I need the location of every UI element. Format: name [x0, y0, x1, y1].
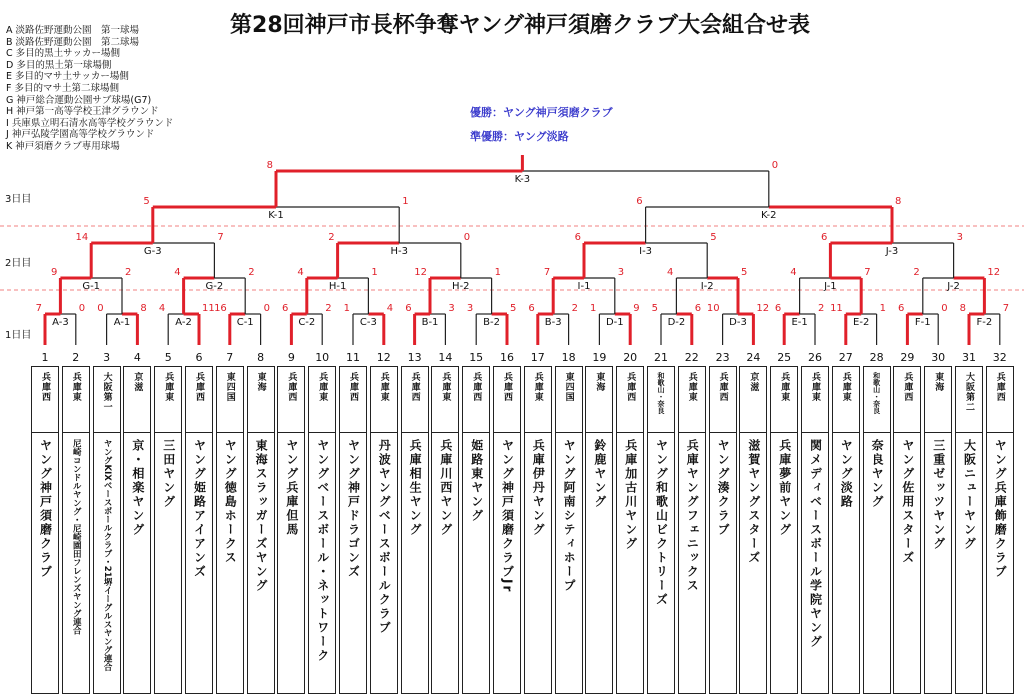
team-cell	[739, 366, 767, 694]
venue-item: H 神戸第一高等学校王津グラウンド	[6, 106, 159, 118]
score-label: 7	[543, 267, 551, 278]
team-cell	[493, 366, 521, 694]
score-label: 14	[75, 232, 89, 243]
team-name: ヤング淡路	[839, 439, 854, 509]
round-label-day2: 2日目	[5, 258, 32, 269]
score-label: 2	[913, 267, 920, 278]
team-prefecture: 和歌山・奈良	[872, 372, 881, 414]
score-label: 2	[125, 267, 132, 278]
team-number: 12	[376, 351, 391, 364]
team-number: 10	[315, 351, 330, 364]
champion-text: 優勝：ヤング神戸須磨クラブ	[470, 106, 613, 119]
score-label: 8	[266, 160, 273, 171]
team-number: 8	[257, 351, 265, 364]
score-label: 4	[386, 303, 394, 314]
team-cell	[339, 366, 367, 694]
score-label: 5	[510, 303, 517, 314]
score-label: 6	[528, 303, 535, 314]
match-label: B-1	[421, 317, 439, 328]
score-label: 8	[959, 303, 966, 314]
team-number: 18	[561, 351, 576, 364]
score-label: 6	[405, 303, 412, 314]
team-name: ヤング神戸ドラゴンズ	[346, 439, 361, 579]
team-prefecture: 東海	[933, 372, 944, 392]
team-name: ヤング湊クラブ	[716, 439, 731, 537]
team-cell	[524, 366, 552, 694]
team-prefecture: 兵庫東	[317, 372, 328, 402]
team-prefecture: 兵庫西	[194, 372, 204, 402]
team-number: 2	[72, 351, 80, 364]
score-label: 5	[651, 303, 658, 314]
match-label: D-1	[605, 317, 624, 328]
score-label: 1	[343, 303, 350, 314]
venue-item: C 多目的黒土サッカー場側	[6, 48, 120, 60]
venue-item: B 淡路佐野運動公園 第二球場	[6, 36, 140, 48]
score-label: 7	[864, 267, 871, 278]
team-prefecture: 兵庫東	[70, 372, 81, 402]
team-prefecture: 兵庫西	[471, 372, 482, 402]
score-label: 2	[328, 232, 335, 243]
team-name: 大阪ニューヤング	[962, 439, 977, 551]
venue-item: G 神戸総合運動公園サブ球場(G7)	[6, 94, 152, 106]
score-label: 0	[463, 232, 471, 243]
team-name: 滋賀ヤングスターズ	[746, 439, 761, 565]
team-number: 6	[195, 351, 203, 364]
team-cell	[616, 366, 644, 694]
team-name: ヤング兵庫飾磨クラブ	[993, 439, 1008, 579]
team-prefecture: 兵庫東	[440, 372, 451, 402]
team-prefecture: 兵庫西	[502, 372, 512, 402]
match-label: J-1	[824, 281, 837, 292]
runner-up-text: 準優勝：ヤング淡路	[470, 130, 569, 143]
team-name: 関メディベースボール学院ヤング	[808, 439, 823, 649]
team-number: 26	[808, 351, 822, 364]
team-number: 9	[287, 351, 295, 364]
team-name: 尼崎コンドルヤング・尼崎園田フレンズヤング連合	[71, 439, 82, 635]
score-label: 7	[35, 303, 42, 314]
score-label: 0	[941, 303, 948, 314]
team-number: 4	[133, 351, 141, 364]
venue-item: I 兵庫県立明石清水高等学校グラウンド	[6, 117, 174, 129]
team-cell	[832, 366, 860, 694]
team-name: 東海スラッガーズヤング	[254, 439, 269, 593]
team-name: ヤング佐用スターズ	[900, 439, 915, 565]
score-label: 0	[263, 303, 270, 314]
score-label: 11	[830, 303, 843, 314]
team-cell	[277, 366, 305, 694]
team-name: ヤング徳島ホークス	[223, 439, 238, 565]
team-number: 32	[992, 351, 1007, 364]
score-label: 9	[51, 267, 58, 278]
team-prefecture: 京滋	[132, 372, 143, 392]
team-cell	[647, 366, 675, 694]
score-label: 12	[756, 303, 770, 314]
round-label-day3: 3日目	[5, 194, 32, 205]
team-number: 29	[900, 351, 915, 364]
match-label: B-3	[544, 317, 562, 328]
team-cell	[431, 366, 459, 694]
score-label: 12	[987, 267, 1001, 278]
team-cell	[770, 366, 798, 694]
team-number: 23	[715, 351, 730, 364]
team-prefecture: 兵庫西	[286, 372, 297, 402]
team-name: 兵庫ヤングフェニックス	[685, 439, 700, 593]
score-label: 3	[466, 303, 474, 314]
team-prefecture: 和歌山・奈良	[657, 372, 665, 414]
score-label: 10	[706, 303, 720, 314]
match-label: C-2	[298, 317, 316, 328]
team-name: 丹波ヤングベースボールクラブ	[377, 439, 392, 635]
team-name: 鈴鹿ヤング	[592, 439, 607, 509]
score-label: 2	[325, 303, 332, 314]
team-prefecture: 京滋	[748, 372, 759, 392]
score-label: 3	[448, 303, 455, 314]
score-label: 6	[821, 232, 828, 243]
score-label: 6	[574, 232, 581, 243]
score-label: 1	[879, 303, 886, 314]
score-label: 12	[414, 267, 427, 278]
score-label: 0	[771, 160, 779, 171]
match-label: B-2	[483, 317, 501, 328]
team-name: ヤング姫路アイアンズ	[192, 439, 207, 579]
team-name: ヤング阿南シティホープ	[562, 439, 577, 593]
score-label: 11	[202, 303, 215, 314]
team-prefecture: 兵庫西	[409, 372, 420, 402]
score-label: 0	[78, 303, 86, 314]
venue-item: E 多目的マサ土サッカー場側	[6, 71, 129, 83]
match-label: K-3	[514, 174, 531, 185]
team-number: 25	[777, 351, 792, 364]
score-label: 5	[741, 267, 748, 278]
team-name: 兵庫川西ヤング	[438, 439, 453, 537]
score-label: 6	[636, 196, 643, 207]
team-name: ヤングベースボール・ネットワーク	[315, 439, 330, 663]
team-prefecture: 兵庫西	[348, 372, 358, 402]
score-label: 5	[710, 232, 717, 243]
team-cell	[863, 366, 891, 694]
team-number: 24	[746, 351, 761, 364]
team-prefecture: 兵庫東	[840, 372, 851, 402]
team-cell	[93, 366, 121, 694]
match-label: G-1	[82, 281, 101, 292]
team-prefecture: 兵庫西	[625, 372, 636, 402]
match-label: J-2	[947, 281, 960, 292]
match-label: E-2	[853, 317, 870, 328]
team-name: ヤングKIXベースボールクラブ・21堺イーグルスヤング連合	[102, 439, 113, 672]
venue-item: J 神戸弘陵学園高等学校グラウンド	[6, 129, 155, 141]
team-cell	[893, 366, 921, 694]
match-label: H-3	[390, 246, 408, 257]
team-cell	[955, 366, 983, 694]
venue-item: D 多目的黒土第一球場側	[6, 59, 112, 71]
match-label: K-1	[268, 210, 284, 221]
score-label: 9	[633, 303, 640, 314]
team-cell	[401, 366, 429, 694]
match-label: F-2	[976, 317, 993, 328]
team-name: 兵庫伊丹ヤング	[531, 439, 546, 537]
match-label: I-3	[639, 246, 653, 257]
team-number: 16	[500, 351, 514, 364]
team-number: 21	[654, 351, 668, 364]
score-label: 4	[158, 303, 166, 314]
team-name: ヤング神戸須磨クラブ	[38, 439, 53, 579]
team-name: 姫路東ヤング	[469, 439, 484, 523]
match-label: E-1	[791, 317, 808, 328]
match-label: A-2	[175, 317, 192, 328]
score-label: 6	[774, 303, 782, 314]
team-cell	[154, 366, 182, 694]
score-label: 0	[97, 303, 104, 314]
match-label: G-2	[205, 281, 224, 292]
team-cell	[801, 366, 829, 694]
team-number: 7	[226, 351, 234, 364]
team-number: 3	[103, 351, 111, 364]
team-name: 奈良ヤング	[870, 439, 885, 509]
team-prefecture: 兵庫東	[163, 372, 174, 402]
match-label: H-1	[328, 281, 347, 292]
team-name: ヤング兵庫但馬	[284, 439, 299, 537]
match-label: G-3	[143, 246, 162, 257]
team-number: 20	[623, 351, 638, 364]
page-title: 第28回神戸市長杯争奪ヤング神戸須磨クラブ大会組合せ表	[230, 13, 810, 38]
team-cell	[216, 366, 244, 694]
venue-item: A 淡路佐野運動公園 第一球場	[6, 25, 140, 36]
team-name: 兵庫夢前ヤング	[777, 439, 792, 537]
team-number: 11	[346, 351, 360, 364]
team-prefecture: 東海	[594, 372, 605, 392]
match-label: K-2	[761, 210, 777, 221]
venue-item: K 神戸須磨クラブ専用球場	[6, 140, 120, 152]
score-label: 2	[248, 267, 255, 278]
team-number: 15	[469, 351, 484, 364]
team-cell	[585, 366, 613, 694]
team-number: 5	[164, 351, 172, 364]
team-cell	[370, 366, 398, 694]
score-label: 4	[790, 267, 797, 278]
score-label: 8	[140, 303, 147, 314]
team-cell	[31, 366, 59, 694]
match-label: H-2	[452, 281, 470, 292]
team-name: 三田ヤング	[161, 439, 176, 509]
team-prefecture: 東四国	[224, 372, 235, 402]
score-label: 1	[590, 303, 597, 314]
team-prefecture: 大阪第一	[101, 372, 112, 412]
team-prefecture: 東海	[255, 372, 266, 392]
match-label: I-2	[700, 281, 714, 292]
score-label: 1	[494, 267, 501, 278]
team-number: 28	[869, 351, 884, 364]
score-label: 2	[818, 303, 825, 314]
team-name: 兵庫加古川ヤング	[623, 439, 638, 551]
team-number: 14	[438, 351, 453, 364]
match-label: D-2	[667, 317, 686, 328]
match-label: A-1	[113, 317, 131, 328]
score-label: 3	[956, 232, 963, 243]
team-name: 兵庫相生ヤング	[408, 439, 423, 537]
score-label: 7	[1002, 303, 1010, 314]
score-label: 5	[143, 196, 150, 207]
team-cell	[924, 366, 952, 694]
team-cell	[123, 366, 151, 694]
team-name: 三重ゼッツヤング	[931, 439, 946, 551]
score-label: 4	[174, 267, 181, 278]
score-label: 8	[895, 196, 902, 207]
match-label: C-3	[359, 317, 377, 328]
team-number: 22	[684, 351, 699, 364]
score-label: 6	[282, 303, 289, 314]
team-prefecture: 兵庫西	[40, 372, 50, 402]
match-label: I-1	[577, 281, 591, 292]
round-label-day1: 1日目	[5, 330, 32, 341]
venue-item: F 多目的マサ土第二球場側	[6, 82, 119, 94]
score-label: 4	[297, 267, 304, 278]
score-label: 6	[898, 303, 905, 314]
score-label: 1	[402, 196, 409, 207]
team-prefecture: 兵庫西	[902, 372, 913, 402]
score-label: 16	[214, 303, 227, 314]
team-prefecture: 兵庫西	[994, 372, 1005, 402]
team-cell	[709, 366, 737, 694]
team-cell	[308, 366, 336, 694]
match-label: D-3	[729, 317, 747, 328]
team-number: 17	[530, 351, 545, 364]
team-number: 19	[592, 351, 607, 364]
team-number: 1	[41, 351, 49, 364]
team-name: ヤング神戸須磨クラブJr	[500, 439, 515, 594]
match-label: A-3	[52, 317, 69, 328]
score-label: 6	[694, 303, 702, 314]
team-cell	[678, 366, 706, 694]
score-label: 3	[617, 267, 625, 278]
team-prefecture: 兵庫東	[686, 372, 697, 402]
team-number: 30	[931, 351, 946, 364]
score-label: 7	[217, 232, 224, 243]
team-prefecture: 兵庫西	[717, 372, 728, 402]
team-number: 27	[838, 351, 853, 364]
team-prefecture: 兵庫東	[378, 372, 389, 402]
score-label: 1	[371, 267, 378, 278]
score-label: 2	[571, 303, 578, 314]
team-prefecture: 東四国	[563, 372, 574, 402]
team-cell	[555, 366, 583, 694]
team-number: 13	[407, 351, 422, 364]
team-prefecture: 兵庫東	[779, 372, 790, 402]
team-cell	[462, 366, 490, 694]
team-cell	[185, 366, 213, 694]
team-cell	[62, 366, 90, 694]
team-cell	[986, 366, 1014, 694]
score-label: 4	[667, 267, 674, 278]
match-label: F-1	[914, 317, 931, 328]
team-number: 31	[962, 351, 976, 364]
team-prefecture: 大阪第二	[964, 372, 974, 412]
team-prefecture: 兵庫東	[810, 372, 820, 402]
match-label: C-1	[236, 317, 254, 328]
match-label: J-3	[885, 246, 899, 257]
team-prefecture: 兵庫東	[532, 372, 543, 402]
team-name: ヤング和歌山ビクトリーズ	[654, 439, 669, 607]
team-name: 京・相楽ヤング	[130, 439, 145, 537]
team-cell	[247, 366, 275, 694]
